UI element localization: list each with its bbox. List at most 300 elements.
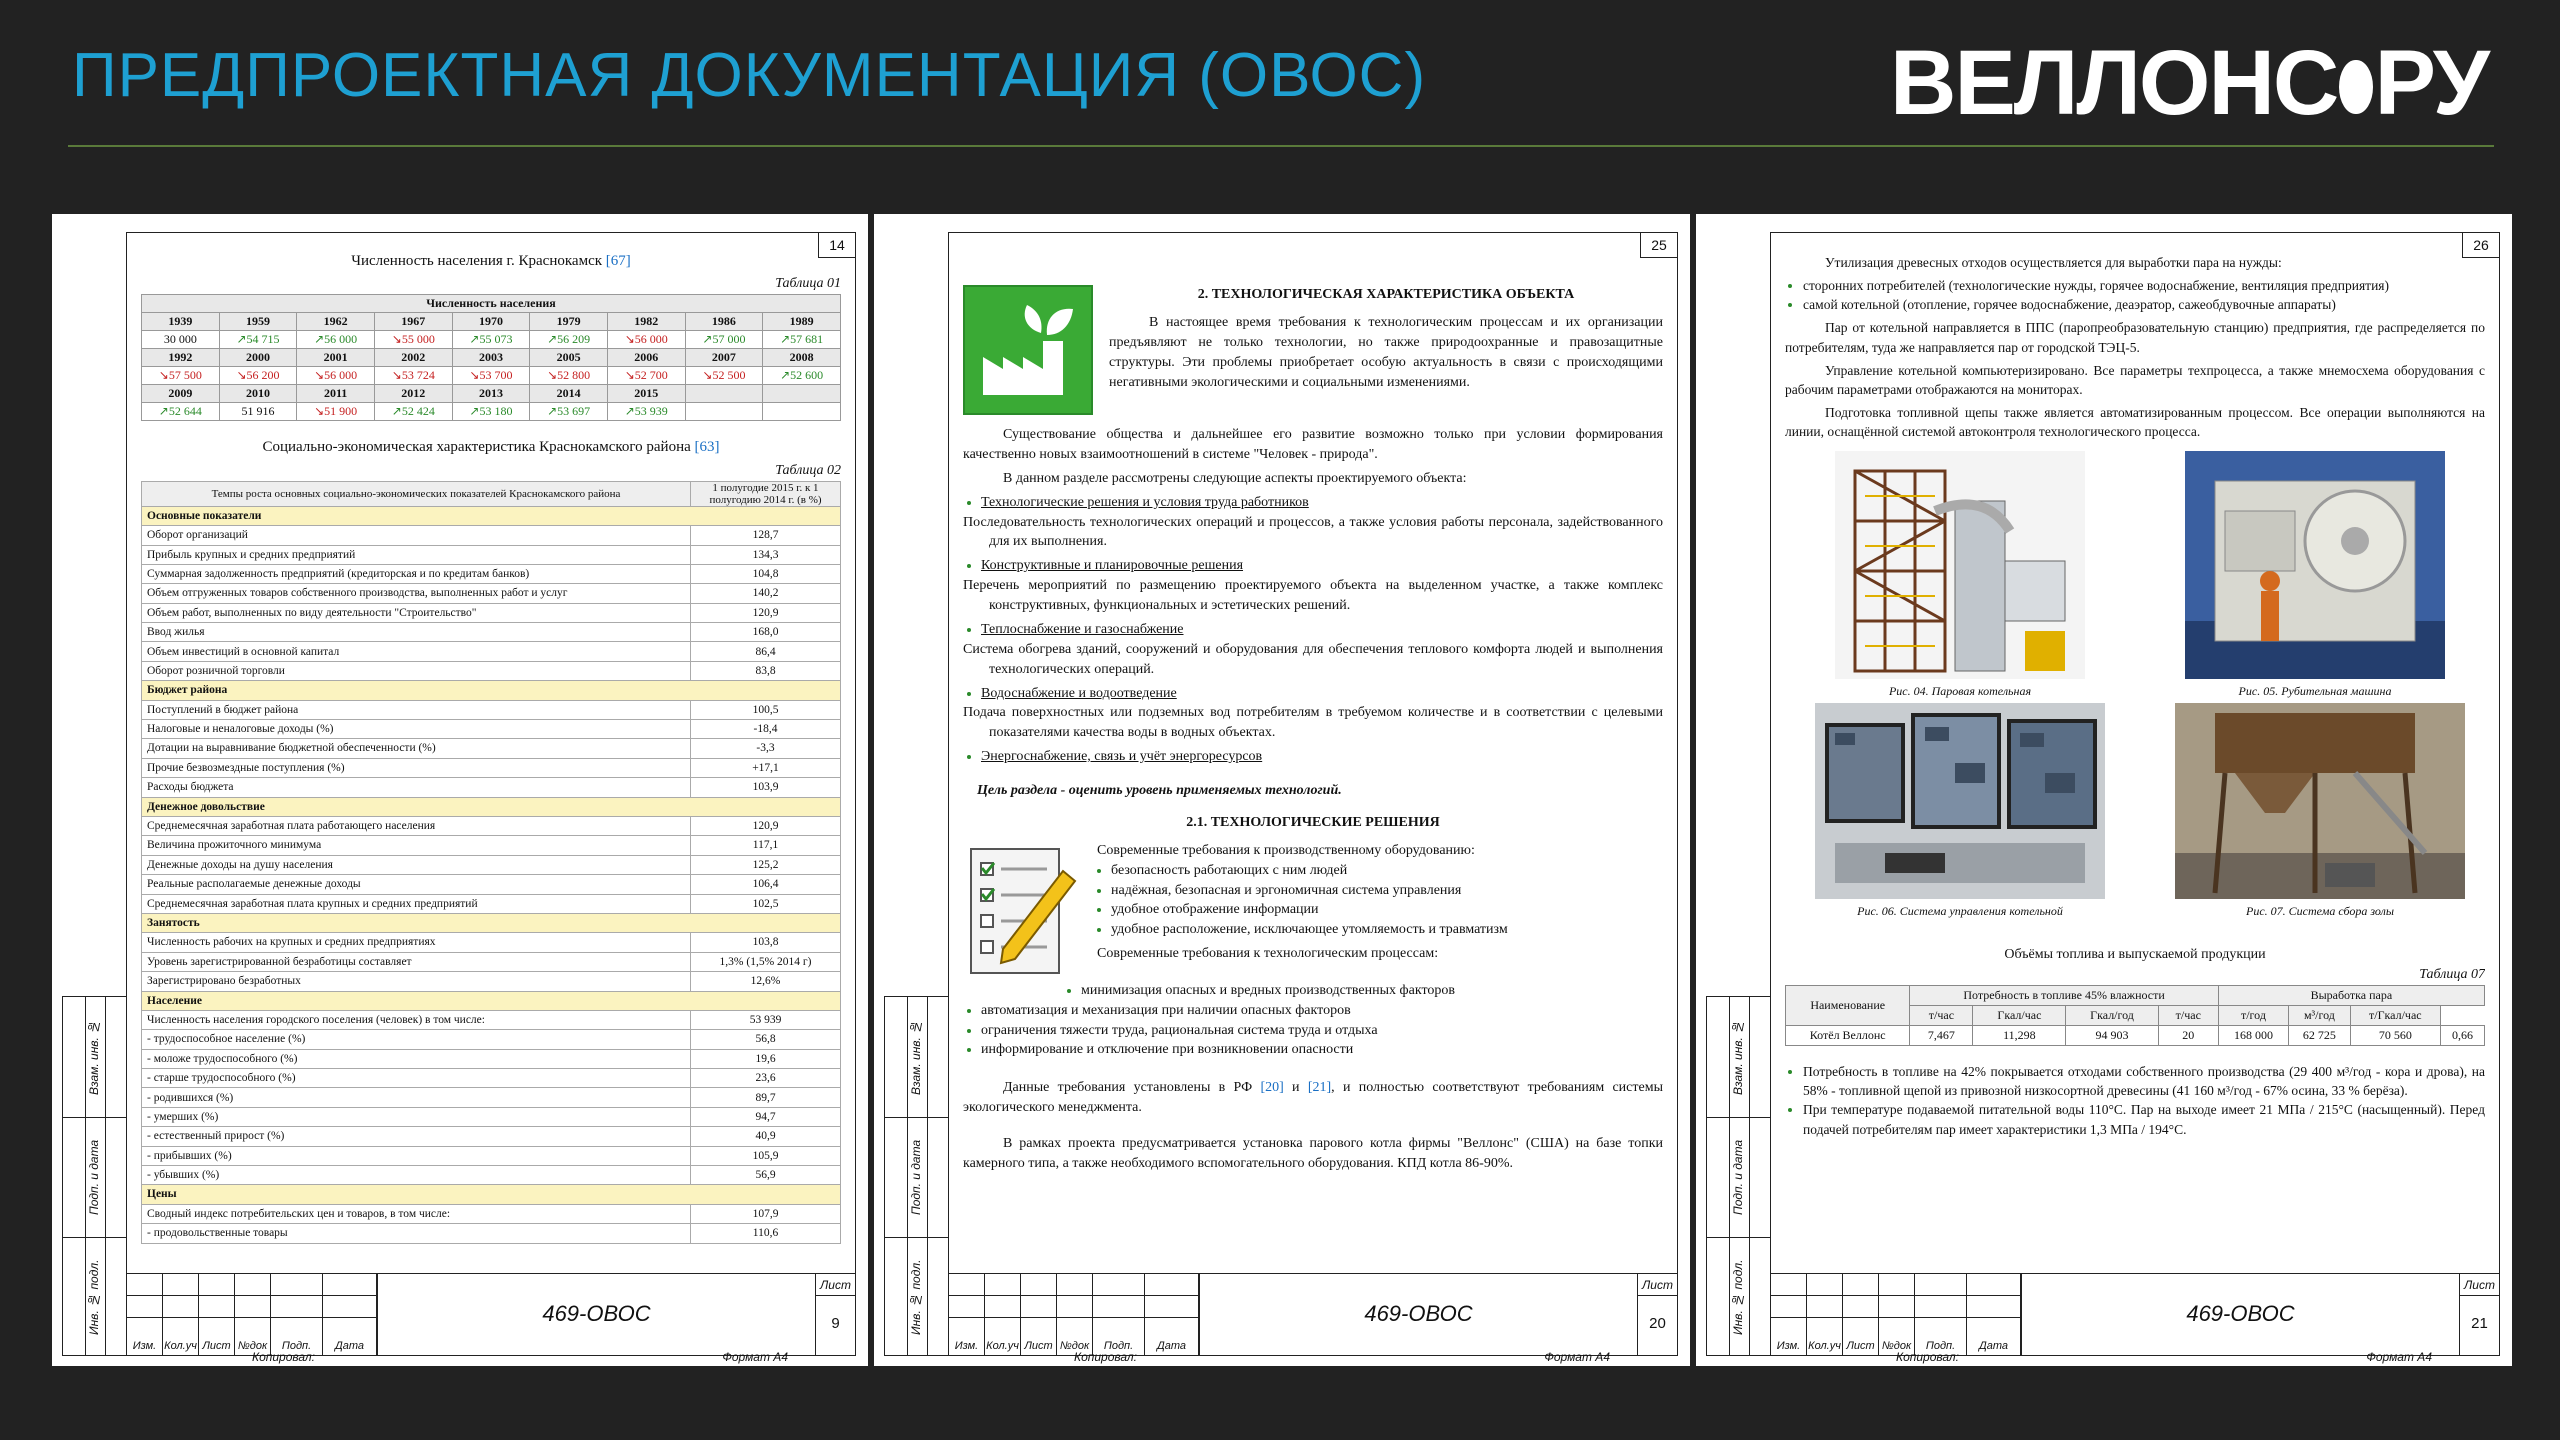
year-cell: 2011 bbox=[297, 385, 375, 403]
indicator-name: Прочие безвозмездные поступления (%) bbox=[142, 758, 691, 777]
indicator-value: 104,8 bbox=[691, 564, 841, 583]
table-row bbox=[142, 349, 841, 367]
table-row bbox=[142, 875, 841, 894]
table-cell: 7,467 bbox=[1910, 1026, 1973, 1046]
indicator-name: Налоговые и неналоговые доходы (%) bbox=[142, 720, 691, 739]
stamp-col: Изм. bbox=[949, 1337, 985, 1355]
table-row bbox=[142, 1146, 841, 1165]
indicator-value: 40,9 bbox=[691, 1127, 841, 1146]
year-cell: 2012 bbox=[374, 385, 452, 403]
aspects-list bbox=[963, 493, 1663, 767]
table-header: т/час bbox=[1910, 1006, 1973, 1026]
indicator-value: 125,2 bbox=[691, 855, 841, 874]
table-row bbox=[142, 972, 841, 991]
indicator-value: 128,7 bbox=[691, 526, 841, 545]
sheet-label: Лист bbox=[1638, 1274, 1677, 1296]
vellons-logo[interactable] bbox=[1890, 32, 2488, 134]
list-item: • При температуре подаваемой питательной воды 110°С. Пар на выходе имеет 21 МПа / 215°С (насыщенный). Перед подачей потребителям пар имеет характеристики 1,3 МПа / 194°С. bbox=[1803, 1100, 2485, 1138]
final-paragraph: В рамках проекта предусматривается установка парового котла фирмы "Веллонс" (США) на базе топки камерного типа, а также необходимого вспомогательного оборудования. КПД котла 86-90%. bbox=[963, 1136, 1663, 1171]
requirements-title: Современные требования к производственному оборудованию: bbox=[1097, 842, 1475, 858]
table-row bbox=[142, 933, 841, 952]
table-header: т/год bbox=[2218, 1006, 2288, 1026]
logo-text-left: ВЕЛЛОНС bbox=[1890, 32, 2338, 134]
indicator-name: - прибывших (%) bbox=[142, 1146, 691, 1165]
page-frame bbox=[126, 232, 856, 1356]
year-cell: 2006 bbox=[607, 349, 685, 367]
year-cell: 1979 bbox=[530, 313, 608, 331]
population-cell: ↗54 715 bbox=[219, 331, 297, 349]
indicator-name: - родившихся (%) bbox=[142, 1088, 691, 1107]
list-item: • сторонних потребителей (технологические нужды, горячее водоснабжение, вентиляция предприятия) bbox=[1803, 276, 2485, 295]
indicator-name: - моложе трудоспособного (%) bbox=[142, 1049, 691, 1068]
indicator-name: Объем инвестиций в основной капитал bbox=[142, 642, 691, 661]
population-table bbox=[141, 294, 841, 421]
logo-dot-icon bbox=[2339, 60, 2372, 114]
section-heading: 2. ТЕХНОЛОГИЧЕСКАЯ ХАРАКТЕРИСТИКА ОБЪЕКТА bbox=[1197, 287, 1575, 302]
title-block bbox=[949, 1273, 1677, 1355]
paragraph: В данном разделе рассмотрены следующие аспекты проектируемого объекта: bbox=[1003, 470, 1467, 486]
paragraph: Пар от котельной направляется в ППС (паропреобразовательную станцию) предприятия, где распределяется по потребителям, туда же направляется пар от городской ТЭЦ-5. bbox=[1785, 320, 2485, 355]
table-subtitle: Численность населения bbox=[142, 295, 841, 313]
indicator-name: Денежные доходы на душу населения bbox=[142, 855, 691, 874]
stamp-col: Кол.уч bbox=[163, 1337, 199, 1355]
table-header: т/час bbox=[2158, 1006, 2218, 1026]
table-header: Наименование bbox=[1786, 986, 1910, 1026]
indicator-value: -3,3 bbox=[691, 739, 841, 758]
aspect-title: • Теплоснабжение и газоснабжение bbox=[981, 620, 1663, 640]
section-label: Бюджет района bbox=[142, 681, 841, 700]
year-cell: 2001 bbox=[297, 349, 375, 367]
side-stamp bbox=[1706, 996, 1770, 1356]
eco-factory-icon bbox=[963, 285, 1093, 415]
paragraph: Утилизация древесных отходов осуществляется для выработки пара на нужды: bbox=[1825, 255, 2282, 270]
table-section-row bbox=[142, 913, 841, 932]
table-header: Гкал/час bbox=[1973, 1006, 2066, 1026]
indicator-value: 120,9 bbox=[691, 817, 841, 836]
section-label: Основные показатели bbox=[142, 506, 841, 525]
table-row bbox=[142, 1107, 841, 1126]
aspect-description: Подача поверхностных или подземных вод потребителям в требуемом количестве и в соответствии с целевыми показателями качества воды в водных объектах. bbox=[963, 705, 1663, 741]
year-cell: 1992 bbox=[142, 349, 220, 367]
boiler-house-image bbox=[1835, 451, 2085, 679]
document-page-1[interactable] bbox=[52, 214, 868, 1366]
stamp-col: Кол.уч bbox=[985, 1337, 1021, 1355]
indicator-name: Оборот розничной торговли bbox=[142, 661, 691, 680]
table-row bbox=[142, 1088, 841, 1107]
population-cell: ↗53 939 bbox=[607, 403, 685, 421]
table-cell: 94 903 bbox=[2066, 1026, 2158, 1046]
indicator-name: Численность населения городского поселения (человек) в том числе: bbox=[142, 1010, 691, 1029]
chipper-machine-image bbox=[2185, 451, 2445, 679]
figure-caption: Рис. 06. Система управления котельной bbox=[1857, 904, 2063, 919]
table-row bbox=[142, 1069, 841, 1088]
table-section-row bbox=[142, 1185, 841, 1204]
indicator-value: 103,8 bbox=[691, 933, 841, 952]
doc-code: 469-ОВОС bbox=[1199, 1274, 1637, 1355]
indicator-value: 94,7 bbox=[691, 1107, 841, 1126]
fuel-notes bbox=[1803, 1062, 2485, 1139]
table-row bbox=[142, 817, 841, 836]
indicator-name: Объем отгруженных товаров собственного производства, выполненных работ и услуг bbox=[142, 584, 691, 603]
paragraph: Подготовка топливной щепы также является автоматизированным процессом. Все операции выполняются на линии, оснащённой системой автоконтроля технологического процесса. bbox=[1785, 405, 2485, 440]
population-cell: ↘55 000 bbox=[374, 331, 452, 349]
table-row bbox=[142, 836, 841, 855]
year-cell: 2005 bbox=[530, 349, 608, 367]
table-row bbox=[142, 894, 841, 913]
format-label: Формат А4 bbox=[1544, 1350, 1610, 1364]
table-row bbox=[142, 758, 841, 777]
list-item: • удобное расположение, исключающее утомляемость и травматизм bbox=[1111, 920, 1663, 940]
section-label: Денежное довольствие bbox=[142, 797, 841, 816]
stamp-col: Изм. bbox=[127, 1337, 163, 1355]
page-frame bbox=[948, 232, 1678, 1356]
figure-caption: Рис. 07. Система сбора золы bbox=[2246, 904, 2394, 919]
requirements-title: Современные требования к технологическим процессам: bbox=[1097, 946, 1439, 962]
stamp-col: Подп. bbox=[271, 1337, 323, 1355]
table-row bbox=[142, 952, 841, 971]
doc-code: 469-ОВОС bbox=[377, 1274, 815, 1355]
indicator-name: Ввод жилья bbox=[142, 623, 691, 642]
table-cell: 20 bbox=[2158, 1026, 2218, 1046]
document-page-2[interactable] bbox=[874, 214, 1690, 1366]
indicator-name: - убывших (%) bbox=[142, 1166, 691, 1185]
population-cell: 30 000 bbox=[142, 331, 220, 349]
reference-link[interactable]: [21] bbox=[1307, 1080, 1332, 1096]
indicator-value: 105,9 bbox=[691, 1146, 841, 1165]
stamp-col: Подп. bbox=[1093, 1337, 1145, 1355]
sheet-label: Лист bbox=[816, 1274, 855, 1296]
population-cell bbox=[685, 403, 763, 421]
list-item: • информирование и отключение при возникновении опасности bbox=[981, 1040, 1663, 1060]
format-label: Формат А4 bbox=[722, 1350, 788, 1364]
table-row bbox=[142, 661, 841, 680]
year-cell: 2008 bbox=[763, 349, 841, 367]
paragraph: Существование общества и дальнейшее его развитие возможно только при условии формирования качественно новых взаимоотношений в системе "Человек - природа". bbox=[963, 427, 1663, 462]
indicator-value: 56,8 bbox=[691, 1030, 841, 1049]
sheet-number: 9 bbox=[831, 1315, 840, 1332]
fuel-table bbox=[1785, 985, 2485, 1046]
table-row bbox=[142, 564, 841, 583]
year-cell: 1986 bbox=[685, 313, 763, 331]
year-cell: 2014 bbox=[530, 385, 608, 403]
side-stamp bbox=[884, 996, 948, 1356]
list-item: • минимизация опасных и вредных производственных факторов bbox=[1081, 981, 1663, 1001]
page-number: 25 bbox=[1640, 232, 1678, 258]
indicator-value: 140,2 bbox=[691, 584, 841, 603]
aspect-description: Перечень мероприятий по размещению проектируемого объекта на выделенном участке, а также комплекс конструктивных, функциональных и эстетических решений. bbox=[963, 578, 1663, 613]
indicator-name: Зарегистрировано безработных bbox=[142, 972, 691, 991]
year-cell: 2007 bbox=[685, 349, 763, 367]
stamp-col: Лист bbox=[199, 1337, 235, 1355]
indicator-value: 86,4 bbox=[691, 642, 841, 661]
aspect-title: • Водоснабжение и водоотведение bbox=[981, 684, 1663, 704]
year-cell: 2009 bbox=[142, 385, 220, 403]
copied-label: Копировал: bbox=[1074, 1350, 1138, 1364]
table-row bbox=[142, 313, 841, 331]
indicator-name: - умерших (%) bbox=[142, 1107, 691, 1126]
indicator-value: 83,8 bbox=[691, 661, 841, 680]
page-number: 14 bbox=[818, 232, 856, 258]
indicator-value: 89,7 bbox=[691, 1088, 841, 1107]
side-label-inv: Инв. № подл. bbox=[87, 1259, 101, 1335]
population-title: Численность населения г. Краснокамск [67] bbox=[351, 253, 631, 269]
section-goal: Цель раздела - оценить уровень применяемых технологий. bbox=[977, 783, 1342, 798]
page-frame bbox=[1770, 232, 2500, 1356]
side-label-replace: Взам. инв. № bbox=[909, 1019, 923, 1095]
section-label: Население bbox=[142, 991, 841, 1010]
table-header: Потребность в топливе 45% влажности bbox=[1910, 986, 2218, 1006]
side-label-replace: Взам. инв. № bbox=[1731, 1019, 1745, 1095]
law-paragraph: Данные требования установлены в РФ [20] и [21], и полностью соответствуют требованиям системы экологического менеджмента. bbox=[963, 1080, 1663, 1116]
year-cell: 2013 bbox=[452, 385, 530, 403]
stamp-col: Дата bbox=[323, 1337, 377, 1355]
year-cell: 1989 bbox=[763, 313, 841, 331]
table-row bbox=[142, 331, 841, 349]
paragraph: Управление котельной компьютеризировано. Все параметры техпроцесса, а также мнемосхема оборудования с рабочим параметрами отображаются на мониторах. bbox=[1785, 362, 2485, 397]
population-cell: ↘53 724 bbox=[374, 367, 452, 385]
indicator-value: 117,1 bbox=[691, 836, 841, 855]
socio-table bbox=[141, 481, 841, 1244]
table-header: Гкал/год bbox=[2066, 1006, 2158, 1026]
indicator-value: 103,9 bbox=[691, 778, 841, 797]
year-cell: 1959 bbox=[219, 313, 297, 331]
stamp-col: Кол.уч bbox=[1807, 1337, 1843, 1355]
list-item: • удобное отображение информации bbox=[1111, 900, 1663, 920]
list-item: • ограничения тяжести труда, рациональная система труда и отдыха bbox=[981, 1021, 1663, 1041]
process-requirements bbox=[981, 981, 1663, 1061]
stamp-col: №док bbox=[1057, 1337, 1093, 1355]
header-divider bbox=[68, 145, 2494, 147]
table-section-row bbox=[142, 797, 841, 816]
indicator-value: 56,9 bbox=[691, 1166, 841, 1185]
population-cell: ↗52 424 bbox=[374, 403, 452, 421]
indicator-value: 23,6 bbox=[691, 1069, 841, 1088]
population-cell: ↘53 700 bbox=[452, 367, 530, 385]
sheet-number: 21 bbox=[2471, 1315, 2488, 1332]
stamp-col: Дата bbox=[1967, 1337, 2021, 1355]
population-cell: ↗57 681 bbox=[763, 331, 841, 349]
indicator-value: +17,1 bbox=[691, 758, 841, 777]
table-row bbox=[142, 1224, 841, 1243]
socio-title: Социально-экономическая характеристика Краснокамского района [63] bbox=[262, 439, 720, 456]
indicator-value: 53 939 bbox=[691, 1010, 841, 1029]
indicator-value: 102,5 bbox=[691, 894, 841, 913]
year-cell bbox=[685, 385, 763, 403]
indicator-value: 1,3% (1,5% 2014 г) bbox=[691, 952, 841, 971]
stamp-col: Дата bbox=[1145, 1337, 1199, 1355]
table-header: Темпы роста основных социально-экономических показателей Краснокамского района bbox=[142, 481, 691, 506]
figures-grid bbox=[1785, 451, 2485, 941]
checklist-icon bbox=[963, 841, 1083, 981]
population-cell: ↗53 697 bbox=[530, 403, 608, 421]
population-cell: ↗57 000 bbox=[685, 331, 763, 349]
table-row bbox=[142, 642, 841, 661]
year-cell: 2000 bbox=[219, 349, 297, 367]
stamp-col: Лист bbox=[1843, 1337, 1879, 1355]
population-cell: ↘56 000 bbox=[607, 331, 685, 349]
year-cell: 2003 bbox=[452, 349, 530, 367]
aspect-description: Последовательность технологических операций и процессов, а также условия работы персонала, задействованного для их выполнения. bbox=[963, 514, 1663, 550]
reference-link[interactable]: [67] bbox=[605, 253, 631, 269]
sheet-number: 20 bbox=[1649, 1315, 1666, 1332]
table-row bbox=[142, 526, 841, 545]
list-item: • автоматизация и механизация при наличии опасных факторов bbox=[981, 1001, 1663, 1021]
table-section-row bbox=[142, 506, 841, 525]
figure-caption: Рис. 05. Рубительная машина bbox=[2238, 684, 2392, 699]
population-cell: ↘56 000 bbox=[297, 367, 375, 385]
table-row bbox=[142, 1030, 841, 1049]
table-cell: 70 560 bbox=[2350, 1026, 2440, 1046]
year-cell bbox=[763, 385, 841, 403]
indicator-name: Уровень зарегистрированной безработицы составляет bbox=[142, 952, 691, 971]
indicator-name: - старше трудоспособного (%) bbox=[142, 1069, 691, 1088]
table-row bbox=[142, 545, 841, 564]
steam-consumers-list bbox=[1803, 276, 2485, 314]
copied-label: Копировал: bbox=[1896, 1350, 1960, 1364]
table-section-row bbox=[142, 991, 841, 1010]
fuel-table-title: Объёмы топлива и выпускаемой продукции bbox=[2004, 947, 2266, 963]
indicator-value: 110,6 bbox=[691, 1224, 841, 1243]
table-row bbox=[142, 367, 841, 385]
equipment-requirements bbox=[1111, 861, 1663, 941]
table-label: Таблица 01 bbox=[775, 276, 841, 292]
indicator-name: - продовольственные товары bbox=[142, 1224, 691, 1243]
table-row bbox=[142, 778, 841, 797]
control-room-image bbox=[1815, 703, 2105, 899]
table-row bbox=[142, 603, 841, 622]
page-number: 26 bbox=[2462, 232, 2500, 258]
side-label-sign: Подп. и дата bbox=[1731, 1139, 1745, 1215]
indicator-value: 12,6% bbox=[691, 972, 841, 991]
table-row bbox=[142, 700, 841, 719]
indicator-name: Среднемесячная заработная плата крупных и средних предприятий bbox=[142, 894, 691, 913]
table-label: Таблица 02 bbox=[775, 462, 841, 478]
year-cell: 2015 bbox=[607, 385, 685, 403]
indicator-value: 120,9 bbox=[691, 603, 841, 622]
indicator-name: Объем работ, выполненных по виду деятельности "Строительство" bbox=[142, 603, 691, 622]
indicator-name: Прибыль крупных и средних предприятий bbox=[142, 545, 691, 564]
side-label-inv: Инв. № подл. bbox=[1731, 1259, 1745, 1335]
reference-link[interactable]: [63] bbox=[694, 439, 720, 456]
indicator-value: 134,3 bbox=[691, 545, 841, 564]
indicator-name: Реальные располагаемые денежные доходы bbox=[142, 875, 691, 894]
side-label-sign: Подп. и дата bbox=[909, 1139, 923, 1215]
figure-caption: Рис. 04. Паровая котельная bbox=[1888, 684, 2032, 699]
table-row bbox=[142, 1166, 841, 1185]
stamp-col: №док bbox=[235, 1337, 271, 1355]
population-cell: ↘51 900 bbox=[297, 403, 375, 421]
table-row bbox=[142, 403, 841, 421]
indicator-name: - трудоспособное население (%) bbox=[142, 1030, 691, 1049]
indicator-value: 106,4 bbox=[691, 875, 841, 894]
document-page-3[interactable] bbox=[1696, 214, 2512, 1366]
population-cell: ↗52 644 bbox=[142, 403, 220, 421]
indicator-name: Сводный индекс потребительских цен и товаров, в том числе: bbox=[142, 1204, 691, 1223]
stamp-col: Лист bbox=[1021, 1337, 1057, 1355]
table-row bbox=[142, 1049, 841, 1068]
table-row bbox=[142, 385, 841, 403]
indicator-name: Суммарная задолженность предприятий (кредиторская и по кредитам банков) bbox=[142, 564, 691, 583]
list-item: • Потребность в топливе на 42% покрывается отходами собственного производства (29 400 м³/год - кора и дрова), на 58% - топливной щепой из привозной низкосортной древесины (41 160 м³/год - 67% осина, 33 % берёза). bbox=[1803, 1062, 2485, 1100]
population-cell: ↘52 700 bbox=[607, 367, 685, 385]
title-block bbox=[1771, 1273, 2499, 1355]
indicator-value: 100,5 bbox=[691, 700, 841, 719]
table-header: т/Гкал/час bbox=[2350, 1006, 2440, 1026]
side-label-sign: Подп. и дата bbox=[87, 1139, 101, 1215]
indicator-name: Дотации на выравнивание бюджетной обеспеченности (%) bbox=[142, 739, 691, 758]
table-header: 1 полугодие 2015 г. к 1 полугодию 2014 г. (в %) bbox=[691, 481, 841, 506]
table-row bbox=[142, 1010, 841, 1029]
table-row bbox=[142, 855, 841, 874]
indicator-name: Величина прожиточного минимума bbox=[142, 836, 691, 855]
year-cell: 1970 bbox=[452, 313, 530, 331]
aspect-title: • Конструктивные и планировочные решения bbox=[981, 556, 1663, 576]
reference-link[interactable]: [20] bbox=[1260, 1080, 1284, 1096]
aspect-title: • Энергоснабжение, связь и учёт энергоресурсов bbox=[981, 747, 1663, 767]
table-row bbox=[142, 739, 841, 758]
section-label: Цены bbox=[142, 1185, 841, 1204]
table-row bbox=[142, 584, 841, 603]
year-cell: 1982 bbox=[607, 313, 685, 331]
population-cell: ↗56 000 bbox=[297, 331, 375, 349]
year-cell: 2002 bbox=[374, 349, 452, 367]
subsection-heading: 2.1. ТЕХНОЛОГИЧЕСКИЕ РЕШЕНИЯ bbox=[1186, 814, 1440, 830]
indicator-name: Расходы бюджета bbox=[142, 778, 691, 797]
table-cell: Котёл Веллонс bbox=[1786, 1026, 1910, 1046]
sheet-label: Лист bbox=[2460, 1274, 2499, 1296]
indicator-name: Поступлений в бюджет района bbox=[142, 700, 691, 719]
table-header: Выработка пара bbox=[2218, 986, 2484, 1006]
table-cell: 168 000 bbox=[2218, 1026, 2288, 1046]
doc-code: 469-ОВОС bbox=[2021, 1274, 2459, 1355]
format-label: Формат А4 bbox=[2366, 1350, 2432, 1364]
stamp-col: Изм. bbox=[1771, 1337, 1807, 1355]
year-cell: 2010 bbox=[219, 385, 297, 403]
table-cell: 0,66 bbox=[2440, 1026, 2484, 1046]
table-row bbox=[142, 720, 841, 739]
year-cell: 1962 bbox=[297, 313, 375, 331]
ash-system-image bbox=[2175, 703, 2465, 899]
population-cell: ↗55 073 bbox=[452, 331, 530, 349]
population-cell: ↘56 200 bbox=[219, 367, 297, 385]
table-section-row bbox=[142, 681, 841, 700]
indicator-name: Среднемесячная заработная плата работающего населения bbox=[142, 817, 691, 836]
population-cell: ↗53 180 bbox=[452, 403, 530, 421]
table-header: м³/год bbox=[2289, 1006, 2351, 1026]
indicator-name: Численность рабочих на крупных и средних предприятиях bbox=[142, 933, 691, 952]
table-row bbox=[142, 1204, 841, 1223]
indicator-name: - естественный прирост (%) bbox=[142, 1127, 691, 1146]
population-cell: ↘52 800 bbox=[530, 367, 608, 385]
table-cell: 62 725 bbox=[2289, 1026, 2351, 1046]
table-row bbox=[1786, 1026, 2485, 1046]
aspect-title: • Технологические решения и условия труда работников bbox=[981, 493, 1663, 513]
table-label: Таблица 07 bbox=[2419, 967, 2485, 983]
population-cell bbox=[763, 403, 841, 421]
population-cell: ↘52 500 bbox=[685, 367, 763, 385]
population-cell: ↗56 209 bbox=[530, 331, 608, 349]
table-row bbox=[142, 1127, 841, 1146]
table-row bbox=[142, 623, 841, 642]
indicator-value: -18,4 bbox=[691, 720, 841, 739]
indicator-value: 19,6 bbox=[691, 1049, 841, 1068]
population-cell: ↘57 500 bbox=[142, 367, 220, 385]
list-item: • надёжная, безопасная и эргономичная система управления bbox=[1111, 881, 1663, 901]
stamp-col: №док bbox=[1879, 1337, 1915, 1355]
page-title: ПРЕДПРОЕКТНАЯ ДОКУМЕНТАЦИЯ (ОВОС) bbox=[72, 41, 1427, 110]
list-item: • самой котельной (отопление, горячее водоснабжение, деаэратор, сажеобдувочные аппараты) bbox=[1803, 295, 2485, 314]
side-label-replace: Взам. инв. № bbox=[87, 1019, 101, 1095]
